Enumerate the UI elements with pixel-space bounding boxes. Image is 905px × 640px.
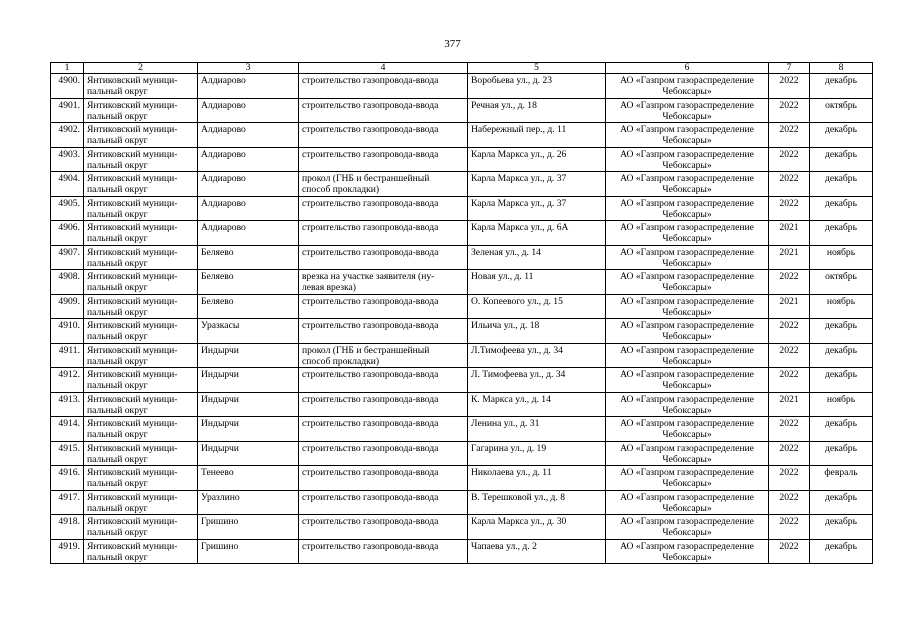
organization-cell-line: Чебоксары» — [662, 306, 712, 318]
address-cell: Набережный пер., д. 11 — [468, 123, 606, 148]
organization-cell-line: Чебоксары» — [662, 380, 712, 392]
month-cell: декабрь — [810, 368, 873, 393]
organization-cell-line: АО «Газпром газораспределение — [620, 516, 754, 527]
work-type-cell-line: строительство газопровода-ввода — [302, 491, 439, 503]
address-cell: Чапаева ул., д. 2 — [468, 539, 606, 564]
year-cell: 2022 — [769, 172, 810, 197]
organization-cell-line: АО «Газпром газораспределение — [620, 99, 754, 111]
work-type-cell-line: способ прокладки) — [302, 355, 380, 367]
district-cell-line: пальный округ — [87, 110, 148, 122]
column-number-6: 6 — [606, 63, 769, 74]
work-type-cell-line: строительство газопровода-ввода — [302, 124, 439, 135]
organization-cell-line: АО «Газпром газораспределение — [620, 197, 754, 209]
organization-cell — [606, 343, 769, 368]
district-cell-line: пальный округ — [87, 453, 148, 465]
work-type-cell-line: врезка на участке заявителя (ну- — [302, 271, 435, 282]
district-cell-line: Янтиковский муници- — [87, 173, 178, 184]
district-cell — [84, 417, 198, 442]
organization-cell — [606, 441, 769, 466]
work-type-cell — [299, 294, 468, 319]
district-cell-line: Янтиковский муници- — [87, 246, 178, 258]
district-cell-line: Янтиковский муници- — [87, 75, 178, 86]
work-type-cell — [299, 196, 468, 221]
address-cell: Воробьева ул., д. 23 — [468, 74, 606, 99]
address-cell: Ильича ул., д. 18 — [468, 319, 606, 344]
organization-cell-line: Чебоксары» — [662, 502, 712, 514]
work-type-cell — [299, 490, 468, 515]
address-cell: К. Маркса ул., д. 14 — [468, 392, 606, 417]
work-type-cell-line: левая врезка) — [302, 282, 356, 294]
organization-cell-line: АО «Газпром газораспределение — [620, 393, 754, 405]
row-number: 4916. — [51, 466, 84, 491]
address-cell: Карла Маркса ул., д. 6А — [468, 221, 606, 246]
work-type-cell — [299, 98, 468, 123]
year-cell: 2022 — [769, 539, 810, 564]
address-cell: О. Копеевого ул., д. 15 — [468, 294, 606, 319]
organization-cell — [606, 466, 769, 491]
organization-cell — [606, 98, 769, 123]
row-number: 4909. — [51, 294, 84, 319]
settlement-cell: Тенеево — [198, 466, 299, 491]
table-row — [51, 270, 873, 295]
organization-cell-line: АО «Газпром газораспределение — [620, 271, 754, 282]
table-row — [51, 294, 873, 319]
organization-cell-line: Чебоксары» — [662, 233, 712, 245]
organization-cell-line: Чебоксары» — [662, 551, 712, 563]
table-row — [51, 368, 873, 393]
organization-cell — [606, 392, 769, 417]
district-cell — [84, 74, 198, 99]
column-number-5: 5 — [468, 63, 606, 74]
year-cell: 2021 — [769, 221, 810, 246]
row-number: 4907. — [51, 245, 84, 270]
settlement-cell: Гришино — [198, 515, 299, 540]
year-cell: 2022 — [769, 123, 810, 148]
row-number: 4912. — [51, 368, 84, 393]
row-number: 4913. — [51, 392, 84, 417]
organization-cell-line: АО «Газпром газораспределение — [620, 75, 754, 86]
organization-cell-line: Чебоксары» — [662, 527, 712, 539]
work-type-cell-line: строительство газопровода-ввода — [302, 295, 439, 307]
month-cell: декабрь — [810, 539, 873, 564]
district-cell — [84, 147, 198, 172]
organization-cell-line: АО «Газпром газораспределение — [620, 148, 754, 160]
settlement-cell: Индырчи — [198, 368, 299, 393]
organization-cell — [606, 147, 769, 172]
district-cell — [84, 490, 198, 515]
year-cell: 2022 — [769, 270, 810, 295]
month-cell: ноябрь — [810, 392, 873, 417]
month-cell: февраль — [810, 466, 873, 491]
district-cell-line: пальный округ — [87, 331, 148, 343]
column-number-1: 1 — [51, 63, 84, 74]
address-cell: Ленина ул., д. 31 — [468, 417, 606, 442]
work-type-cell — [299, 221, 468, 246]
row-number: 4908. — [51, 270, 84, 295]
organization-cell — [606, 245, 769, 270]
district-cell-line: Янтиковский муници- — [87, 393, 178, 405]
month-cell: декабрь — [810, 147, 873, 172]
district-cell — [84, 172, 198, 197]
month-cell: декабрь — [810, 417, 873, 442]
month-cell: декабрь — [810, 123, 873, 148]
organization-cell-line: АО «Газпром газораспределение — [620, 320, 754, 331]
work-type-cell — [299, 539, 468, 564]
district-cell-line: Янтиковский муници- — [87, 491, 178, 503]
settlement-cell: Индырчи — [198, 441, 299, 466]
district-cell-line: пальный округ — [87, 135, 148, 147]
table-row — [51, 466, 873, 491]
year-cell: 2022 — [769, 490, 810, 515]
settlement-cell: Уразлино — [198, 490, 299, 515]
address-cell: Л. Тимофеева ул., д. 34 — [468, 368, 606, 393]
column-number-4: 4 — [299, 63, 468, 74]
work-type-cell — [299, 343, 468, 368]
settlement-cell: Алдиарово — [198, 172, 299, 197]
organization-cell-line: АО «Газпром газораспределение — [620, 467, 754, 478]
district-cell-line: пальный округ — [87, 86, 148, 98]
work-type-cell-line: строительство газопровода-ввода — [302, 75, 439, 86]
row-number: 4915. — [51, 441, 84, 466]
address-cell: Николаева ул., д. 11 — [468, 466, 606, 491]
district-cell-line: Янтиковский муници- — [87, 540, 178, 552]
district-cell — [84, 196, 198, 221]
work-type-cell-line: прокол (ГНБ и бестраншейный — [302, 173, 430, 184]
organization-cell-line: Чебоксары» — [662, 331, 712, 343]
organization-cell-line: АО «Газпром газораспределение — [620, 222, 754, 233]
settlement-cell: Алдиарово — [198, 98, 299, 123]
organization-cell — [606, 368, 769, 393]
district-cell-line: Янтиковский муници- — [87, 320, 178, 331]
address-cell: Карла Маркса ул., д. 30 — [468, 515, 606, 540]
organization-cell — [606, 490, 769, 515]
work-type-cell — [299, 147, 468, 172]
district-cell-line: пальный округ — [87, 355, 148, 367]
address-cell: Карла Маркса ул., д. 37 — [468, 196, 606, 221]
settlement-cell: Беляево — [198, 270, 299, 295]
month-cell: октябрь — [810, 98, 873, 123]
month-cell: декабрь — [810, 172, 873, 197]
address-cell: Речная ул., д. 18 — [468, 98, 606, 123]
organization-cell-line: Чебоксары» — [662, 429, 712, 441]
address-cell: Зеленая ул., д. 14 — [468, 245, 606, 270]
settlement-cell: Уразкасы — [198, 319, 299, 344]
district-cell-line: пальный округ — [87, 527, 148, 539]
row-number: 4903. — [51, 147, 84, 172]
year-cell: 2022 — [769, 515, 810, 540]
gasification-register-table — [50, 62, 873, 564]
organization-cell-line: АО «Газпром газораспределение — [620, 295, 754, 307]
address-cell: Гагарина ул., д. 19 — [468, 441, 606, 466]
district-cell-line: Янтиковский муници- — [87, 99, 178, 111]
year-cell: 2022 — [769, 319, 810, 344]
table-body — [51, 74, 873, 564]
district-cell-line: пальный округ — [87, 404, 148, 416]
row-number: 4919. — [51, 539, 84, 564]
organization-cell-line: Чебоксары» — [662, 208, 712, 220]
district-cell-line: Янтиковский муници- — [87, 271, 178, 282]
organization-cell-line: Чебоксары» — [662, 86, 712, 98]
work-type-cell — [299, 270, 468, 295]
year-cell: 2022 — [769, 98, 810, 123]
work-type-cell — [299, 441, 468, 466]
table-row — [51, 147, 873, 172]
district-cell-line: Янтиковский муници- — [87, 516, 178, 527]
district-cell-line: Янтиковский муници- — [87, 467, 178, 478]
organization-cell-line: Чебоксары» — [662, 355, 712, 367]
district-cell-line: пальный округ — [87, 233, 148, 245]
month-cell: ноябрь — [810, 245, 873, 270]
work-type-cell — [299, 392, 468, 417]
organization-cell — [606, 74, 769, 99]
work-type-cell-line: способ прокладки) — [302, 184, 380, 196]
district-cell — [84, 270, 198, 295]
organization-cell-line: АО «Газпром газораспределение — [620, 369, 754, 380]
column-number-3: 3 — [198, 63, 299, 74]
year-cell: 2022 — [769, 441, 810, 466]
row-number: 4901. — [51, 98, 84, 123]
month-cell: ноябрь — [810, 294, 873, 319]
table-row — [51, 74, 873, 99]
year-cell: 2022 — [769, 147, 810, 172]
organization-cell — [606, 417, 769, 442]
work-type-cell-line: строительство газопровода-ввода — [302, 442, 439, 454]
year-cell: 2022 — [769, 74, 810, 99]
settlement-cell: Беляево — [198, 294, 299, 319]
organization-cell-line: Чебоксары» — [662, 453, 712, 465]
settlement-cell: Алдиарово — [198, 147, 299, 172]
work-type-cell-line: строительство газопровода-ввода — [302, 393, 439, 405]
district-cell-line: Янтиковский муници- — [87, 418, 178, 429]
page-number: 377 — [444, 38, 461, 50]
work-type-cell — [299, 74, 468, 99]
address-cell: Л.Тимофеева ул., д. 34 — [468, 343, 606, 368]
year-cell: 2022 — [769, 417, 810, 442]
month-cell: декабрь — [810, 490, 873, 515]
work-type-cell-line: строительство газопровода-ввода — [302, 320, 439, 331]
table-row — [51, 319, 873, 344]
month-cell: декабрь — [810, 343, 873, 368]
district-cell-line: пальный округ — [87, 159, 148, 171]
work-type-cell — [299, 245, 468, 270]
district-cell-line: пальный округ — [87, 551, 148, 563]
table-row — [51, 123, 873, 148]
district-cell — [84, 368, 198, 393]
organization-cell — [606, 221, 769, 246]
organization-cell-line: АО «Газпром газораспределение — [620, 491, 754, 503]
organization-cell — [606, 123, 769, 148]
district-cell — [84, 123, 198, 148]
address-cell: Новая ул., д. 11 — [468, 270, 606, 295]
work-type-cell — [299, 368, 468, 393]
table-row — [51, 245, 873, 270]
settlement-cell: Алдиарово — [198, 196, 299, 221]
organization-cell-line: Чебоксары» — [662, 404, 712, 416]
row-number: 4906. — [51, 221, 84, 246]
work-type-cell-line: строительство газопровода-ввода — [302, 246, 439, 258]
work-type-cell-line: строительство газопровода-ввода — [302, 418, 439, 429]
address-cell: Карла Маркса ул., д. 26 — [468, 147, 606, 172]
organization-cell-line: АО «Газпром газораспределение — [620, 442, 754, 454]
district-cell-line: Янтиковский муници- — [87, 369, 178, 380]
row-number: 4902. — [51, 123, 84, 148]
settlement-cell: Индырчи — [198, 392, 299, 417]
row-number: 4905. — [51, 196, 84, 221]
month-cell: декабрь — [810, 74, 873, 99]
settlement-cell: Беляево — [198, 245, 299, 270]
settlement-cell: Алдиарово — [198, 123, 299, 148]
organization-cell-line: АО «Газпром газораспределение — [620, 418, 754, 429]
district-cell-line: пальный округ — [87, 184, 148, 196]
row-number: 4917. — [51, 490, 84, 515]
year-cell: 2021 — [769, 294, 810, 319]
organization-cell-line: АО «Газпром газораспределение — [620, 173, 754, 184]
district-cell-line: Янтиковский муници- — [87, 295, 178, 307]
table-row — [51, 172, 873, 197]
organization-cell-line: АО «Газпром газораспределение — [620, 344, 754, 356]
column-number-8: 8 — [810, 63, 873, 74]
district-cell-line: Янтиковский муници- — [87, 148, 178, 160]
year-cell: 2021 — [769, 245, 810, 270]
column-number-7: 7 — [769, 63, 810, 74]
organization-cell-line: Чебоксары» — [662, 282, 712, 294]
work-type-cell — [299, 319, 468, 344]
district-cell-line: пальный округ — [87, 306, 148, 318]
row-number: 4910. — [51, 319, 84, 344]
district-cell-line: пальный округ — [87, 429, 148, 441]
organization-cell — [606, 172, 769, 197]
district-cell-line: пальный округ — [87, 282, 148, 294]
organization-cell — [606, 270, 769, 295]
table-row — [51, 515, 873, 540]
year-cell: 2022 — [769, 368, 810, 393]
month-cell: декабрь — [810, 515, 873, 540]
work-type-cell-line: строительство газопровода-ввода — [302, 99, 439, 111]
district-cell — [84, 392, 198, 417]
organization-cell — [606, 294, 769, 319]
district-cell-line: пальный округ — [87, 502, 148, 514]
table-row — [51, 196, 873, 221]
column-number-2: 2 — [84, 63, 198, 74]
settlement-cell: Индырчи — [198, 417, 299, 442]
organization-cell — [606, 539, 769, 564]
table-row — [51, 490, 873, 515]
table-row — [51, 539, 873, 564]
table-row — [51, 441, 873, 466]
table-row — [51, 98, 873, 123]
row-number: 4918. — [51, 515, 84, 540]
organization-cell-line: Чебоксары» — [662, 135, 712, 147]
address-cell: В. Терешковой ул., д. 8 — [468, 490, 606, 515]
work-type-cell-line: строительство газопровода-ввода — [302, 222, 439, 233]
district-cell — [84, 343, 198, 368]
table-row — [51, 221, 873, 246]
organization-cell-line: Чебоксары» — [662, 159, 712, 171]
district-cell-line: пальный округ — [87, 380, 148, 392]
district-cell — [84, 441, 198, 466]
row-number: 4904. — [51, 172, 84, 197]
work-type-cell-line: строительство газопровода-ввода — [302, 148, 439, 160]
organization-cell — [606, 319, 769, 344]
row-number: 4911. — [51, 343, 84, 368]
district-cell-line: пальный округ — [87, 208, 148, 220]
district-cell — [84, 221, 198, 246]
work-type-cell-line: строительство газопровода-ввода — [302, 467, 439, 478]
district-cell-line: Янтиковский муници- — [87, 442, 178, 454]
work-type-cell — [299, 123, 468, 148]
settlement-cell: Индырчи — [198, 343, 299, 368]
organization-cell — [606, 196, 769, 221]
district-cell-line: Янтиковский муници- — [87, 344, 178, 356]
district-cell-line: Янтиковский муници- — [87, 197, 178, 209]
district-cell — [84, 466, 198, 491]
work-type-cell-line: строительство газопровода-ввода — [302, 369, 439, 380]
month-cell: октябрь — [810, 270, 873, 295]
row-number: 4914. — [51, 417, 84, 442]
year-cell: 2021 — [769, 392, 810, 417]
table-row — [51, 343, 873, 368]
district-cell-line: Янтиковский муници- — [87, 222, 178, 233]
work-type-cell — [299, 417, 468, 442]
work-type-cell-line: прокол (ГНБ и бестраншейный — [302, 344, 430, 356]
district-cell — [84, 319, 198, 344]
row-number: 4900. — [51, 74, 84, 99]
district-cell — [84, 539, 198, 564]
year-cell: 2022 — [769, 343, 810, 368]
month-cell: декабрь — [810, 221, 873, 246]
district-cell-line: пальный округ — [87, 478, 148, 490]
district-cell-line: Янтиковский муници- — [87, 124, 178, 135]
work-type-cell-line: строительство газопровода-ввода — [302, 540, 439, 552]
district-cell-line: пальный округ — [87, 257, 148, 269]
work-type-cell — [299, 515, 468, 540]
year-cell: 2022 — [769, 466, 810, 491]
settlement-cell: Алдиарово — [198, 221, 299, 246]
organization-cell-line: Чебоксары» — [662, 478, 712, 490]
table-row — [51, 392, 873, 417]
table-row — [51, 417, 873, 442]
work-type-cell — [299, 466, 468, 491]
month-cell: декабрь — [810, 196, 873, 221]
work-type-cell-line: строительство газопровода-ввода — [302, 197, 439, 209]
column-number-header-row — [51, 63, 873, 74]
district-cell — [84, 245, 198, 270]
settlement-cell: Алдиарово — [198, 74, 299, 99]
district-cell — [84, 515, 198, 540]
work-type-cell-line: строительство газопровода-ввода — [302, 516, 439, 527]
month-cell: декабрь — [810, 441, 873, 466]
district-cell — [84, 294, 198, 319]
organization-cell — [606, 515, 769, 540]
organization-cell-line: АО «Газпром газораспределение — [620, 540, 754, 552]
organization-cell-line: АО «Газпром газораспределение — [620, 246, 754, 258]
year-cell: 2022 — [769, 196, 810, 221]
address-cell: Карла Маркса ул., д. 37 — [468, 172, 606, 197]
month-cell: декабрь — [810, 319, 873, 344]
organization-cell-line: Чебоксары» — [662, 257, 712, 269]
district-cell — [84, 98, 198, 123]
organization-cell-line: Чебоксары» — [662, 110, 712, 122]
organization-cell-line: АО «Газпром газораспределение — [620, 124, 754, 135]
organization-cell-line: Чебоксары» — [662, 184, 712, 196]
work-type-cell — [299, 172, 468, 197]
settlement-cell: Гришино — [198, 539, 299, 564]
